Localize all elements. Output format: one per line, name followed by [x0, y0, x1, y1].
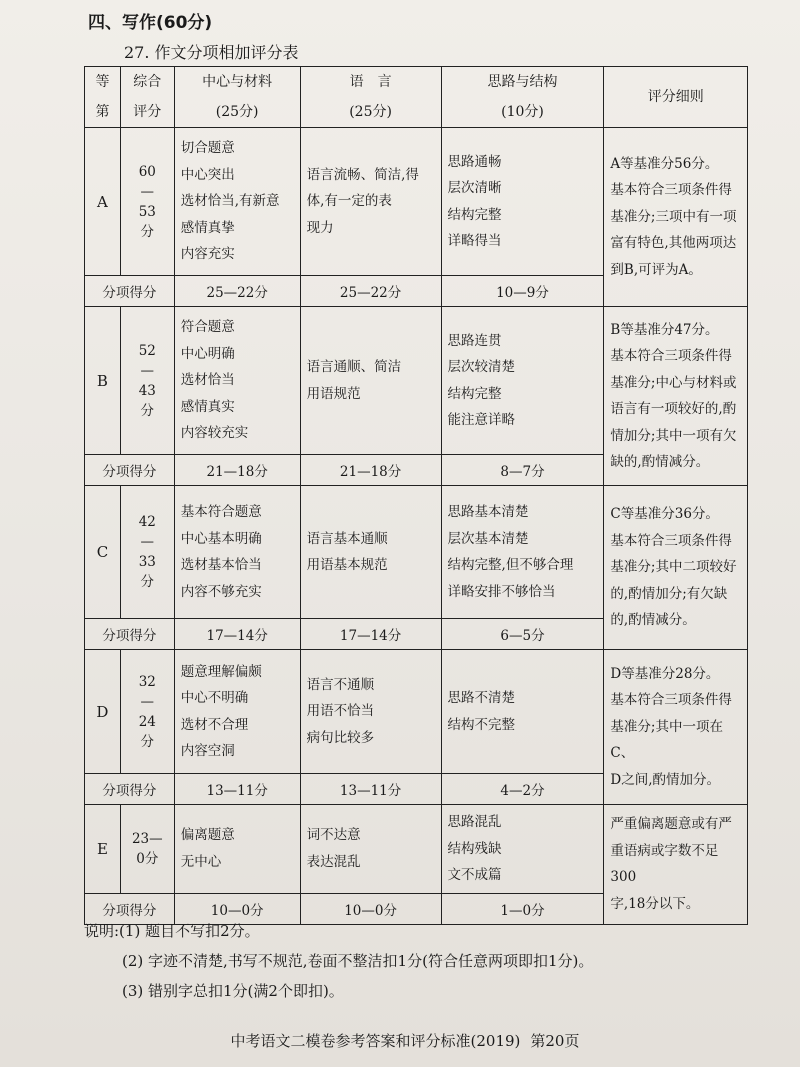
score-range-part: 0分 [136, 850, 159, 867]
structure-criteria [441, 307, 604, 455]
structure-criteria [441, 650, 604, 774]
score-range-part: 60 [138, 163, 156, 180]
structure-criteria-line: 层次清晰 [447, 180, 502, 196]
section-title: 四、写作(60分) [88, 13, 213, 33]
score-range-part: — [140, 693, 155, 710]
structure-criteria-line: 层次基本清楚 [447, 530, 529, 547]
subscore-value: 8—7分 [441, 455, 604, 486]
structure-criteria-line: 思路基本清楚 [447, 504, 529, 520]
language-criteria-line: 用语基本规范 [306, 557, 388, 573]
subscore-value: 17—14分 [174, 619, 300, 650]
header-structure: 思路与结构 (10分) [441, 67, 604, 128]
scoring-detail-line: 重语病或字数不足300 [610, 842, 719, 886]
subscore-value: 21—18分 [300, 455, 441, 486]
scoring-detail-line: D等基准分28分。 [610, 665, 720, 682]
language-criteria [300, 307, 441, 455]
content-criteria-line: 选材恰当 [180, 372, 235, 389]
scoring-detail-line: 基准分;中心与材料或 [610, 374, 737, 391]
scoring-detail [604, 805, 748, 925]
structure-criteria [441, 805, 604, 894]
score-range-part: — [140, 362, 155, 379]
language-criteria-line: 语言通顺、简洁 [306, 359, 402, 375]
subscore-value: 21—18分 [174, 455, 300, 486]
structure-criteria [441, 486, 604, 619]
subscore-label: 分项得分 [85, 276, 175, 307]
content-criteria-line: 中心基本明确 [180, 530, 262, 547]
content-criteria-line: 切合题意 [180, 140, 235, 157]
content-criteria-line: 中心突出 [180, 166, 235, 183]
content-criteria-line: 中心明确 [180, 345, 235, 362]
score-range-part: 53 [138, 203, 156, 220]
subscore-value: 17—14分 [300, 619, 441, 650]
content-criteria [174, 650, 300, 774]
subscore-value: 10—9分 [441, 276, 604, 307]
structure-criteria-line: 结构完整 [447, 206, 502, 223]
subscore-value: 13—11分 [300, 774, 441, 805]
score-range-part: 42 [138, 514, 156, 530]
structure-criteria-line: 思路连贯 [447, 332, 502, 349]
structure-criteria-line: 文不成篇 [447, 867, 502, 883]
structure-criteria-line: 详略安排不够恰当 [447, 583, 556, 600]
content-criteria-line: 内容较充实 [180, 425, 249, 442]
language-criteria-line: 用语不恰当 [306, 703, 375, 720]
content-criteria-line: 感情真实 [180, 398, 235, 415]
page-number: 第20页 [530, 1032, 580, 1050]
scoring-detail-line: 的,酌情加分;有欠缺 [610, 585, 728, 602]
language-criteria [300, 650, 441, 774]
language-criteria-line: 语言流畅、简洁,得 [306, 166, 419, 183]
language-criteria-line: 语言不通顺 [306, 676, 375, 693]
header-row [85, 67, 748, 128]
grade-row-b [85, 307, 748, 455]
scoring-detail-line: 基本符合三项条件得 [610, 692, 732, 709]
structure-criteria-line: 详略得当 [447, 233, 502, 249]
language-criteria [300, 805, 441, 894]
header-detail: 评分细则 [604, 67, 748, 128]
grade-letter: E [85, 805, 121, 894]
score-range-part: 分 [140, 733, 155, 750]
header-language: 语 言 (25分) [300, 67, 441, 128]
scoring-detail-line: 严重偏离题意或有严 [610, 816, 732, 833]
scoring-detail [604, 307, 748, 486]
score-range-part: 分 [140, 574, 155, 590]
structure-criteria-line: 思路通畅 [447, 153, 502, 170]
scoring-detail-line: 字,18分以下。 [610, 895, 700, 912]
scoring-detail-line: 基本符合三项条件得 [610, 532, 732, 549]
content-criteria-line: 偏离题意 [180, 827, 235, 844]
subscore-value: 13—11分 [174, 774, 300, 805]
grade-row-d [85, 650, 748, 774]
structure-criteria [441, 128, 604, 276]
scoring-detail [604, 486, 748, 650]
language-criteria-line: 病句比较多 [306, 729, 375, 746]
structure-criteria-line: 思路不清楚 [447, 690, 516, 706]
language-criteria-line: 语言基本通顺 [306, 530, 388, 547]
content-criteria-line: 无中心 [180, 853, 222, 870]
content-criteria [174, 128, 300, 276]
subscore-label: 分项得分 [85, 893, 175, 924]
score-range-part: 33 [138, 554, 156, 570]
structure-criteria-line: 结构完整,但不够合理 [447, 557, 574, 573]
scoring-detail-line: 基准分;三项中有一项 [610, 208, 737, 225]
header-content: 中心与材料 (25分) [174, 67, 300, 128]
content-criteria-line: 感情真挚 [180, 219, 235, 236]
scoring-detail-line: C等基准分36分。 [610, 506, 719, 523]
page-footer [0, 1030, 800, 1051]
content-criteria-line: 内容空洞 [180, 743, 235, 759]
content-criteria [174, 307, 300, 455]
grade-row-e [85, 805, 748, 894]
scoring-detail-line: 基本符合三项条件得 [610, 182, 732, 199]
score-range-part: 分 [140, 402, 155, 419]
content-criteria-line: 选材基本恰当 [180, 557, 262, 573]
content-criteria [174, 486, 300, 619]
subscore-value: 10—0分 [174, 893, 300, 924]
score-range-part: 52 [138, 342, 156, 359]
scoring-detail-line: 基本符合三项条件得 [610, 348, 732, 364]
subscore-value: 1—0分 [441, 893, 604, 924]
structure-criteria-line: 结构残缺 [447, 840, 502, 857]
score-range-part: 23— [131, 830, 163, 847]
language-criteria-line: 体,有一定的表 [306, 193, 392, 210]
table-title: 27. 作文分项相加评分表 [124, 43, 299, 62]
grade-score-range [120, 307, 174, 455]
subscore-label: 分项得分 [85, 455, 175, 486]
grade-score-range [120, 650, 174, 774]
scoring-detail-line: 的,酌情减分。 [610, 612, 696, 629]
scoring-detail-line: A等基准分56分。 [610, 155, 719, 172]
structure-criteria-line: 结构完整 [447, 385, 502, 402]
scoring-detail-line: 到B,可评为A。 [610, 261, 702, 278]
grade-score-range [120, 486, 174, 619]
grade-row-a [85, 128, 748, 276]
grade-letter: C [85, 486, 121, 619]
header-overall: 综合 评分 [120, 67, 174, 128]
structure-criteria-line: 思路混乱 [447, 814, 502, 830]
grade-letter: B [85, 307, 121, 455]
language-criteria-line: 表达混乱 [306, 853, 361, 870]
content-criteria-line: 选材不合理 [180, 716, 249, 733]
scoring-table [84, 66, 748, 925]
score-range-part: 32 [138, 673, 156, 690]
subscore-label: 分项得分 [85, 619, 175, 650]
language-criteria [300, 486, 441, 619]
score-range-part: 43 [138, 382, 156, 399]
note-3: (3) 错别字总扣1分(满2个即扣)。 [122, 982, 344, 1000]
subscore-label: 分项得分 [85, 774, 175, 805]
grade-letter: D [85, 650, 121, 774]
footer-title: 中考语文二模卷参考答案和评分标准(2019) [230, 1032, 521, 1050]
content-criteria-line: 内容不够充实 [180, 583, 262, 600]
grade-score-range [120, 805, 174, 894]
grade-row-c [85, 486, 748, 619]
scoring-detail [604, 128, 748, 307]
grade-letter: A [85, 128, 121, 276]
content-criteria-line: 中心不明确 [180, 690, 249, 706]
subscore-value: 25—22分 [174, 276, 300, 307]
score-range-part: — [140, 534, 155, 550]
subscore-value: 25—22分 [300, 276, 441, 307]
language-criteria-line: 现力 [306, 219, 334, 236]
grade-score-range [120, 128, 174, 276]
content-criteria-line: 题意理解偏颇 [180, 663, 262, 680]
scoring-detail-line: 情加分;其中一项有欠 [610, 427, 737, 444]
scoring-detail-line: 缺的,酌情减分。 [610, 454, 710, 470]
content-criteria [174, 805, 300, 894]
content-criteria-line: 符合题意 [180, 319, 235, 336]
note-2: (2) 字迹不清楚,书写不规范,卷面不整洁扣1分(符合任意两项即扣1分)。 [122, 952, 594, 970]
language-criteria [300, 128, 441, 276]
note-1: 说明:(1) 题目不写扣2分。 [84, 922, 260, 940]
scoring-detail-line: D之间,酌情加分。 [610, 771, 721, 788]
structure-criteria-line: 层次较清楚 [447, 359, 516, 375]
scoring-detail-line: 富有特色,其他两项达 [610, 235, 737, 252]
content-criteria-line: 基本符合题意 [180, 504, 262, 520]
header-grade: 等 第 [85, 67, 121, 128]
scoring-detail-line: 语言有一项较好的,酌 [610, 401, 737, 417]
notes [84, 916, 593, 1006]
scoring-detail-line: 基准分;其中一项在C、 [610, 718, 723, 762]
language-criteria-line: 用语规范 [306, 385, 361, 402]
scoring-detail-line: B等基准分47分。 [610, 321, 719, 338]
content-criteria-line: 内容充实 [180, 246, 235, 263]
scoring-detail [604, 650, 748, 805]
structure-criteria-line: 结构不完整 [447, 716, 516, 733]
subscore-value: 4—2分 [441, 774, 604, 805]
subscore-value: 6—5分 [441, 619, 604, 650]
structure-criteria-line: 能注意详略 [447, 412, 516, 428]
scoring-detail-line: 基准分;其中二项较好 [610, 559, 737, 576]
content-criteria-line: 选材恰当,有新意 [180, 193, 280, 210]
subscore-value: 10—0分 [300, 893, 441, 924]
score-range-part: 分 [140, 223, 155, 240]
score-range-part: 24 [138, 713, 156, 730]
language-criteria-line: 词不达意 [306, 827, 361, 844]
score-range-part: — [140, 183, 155, 200]
